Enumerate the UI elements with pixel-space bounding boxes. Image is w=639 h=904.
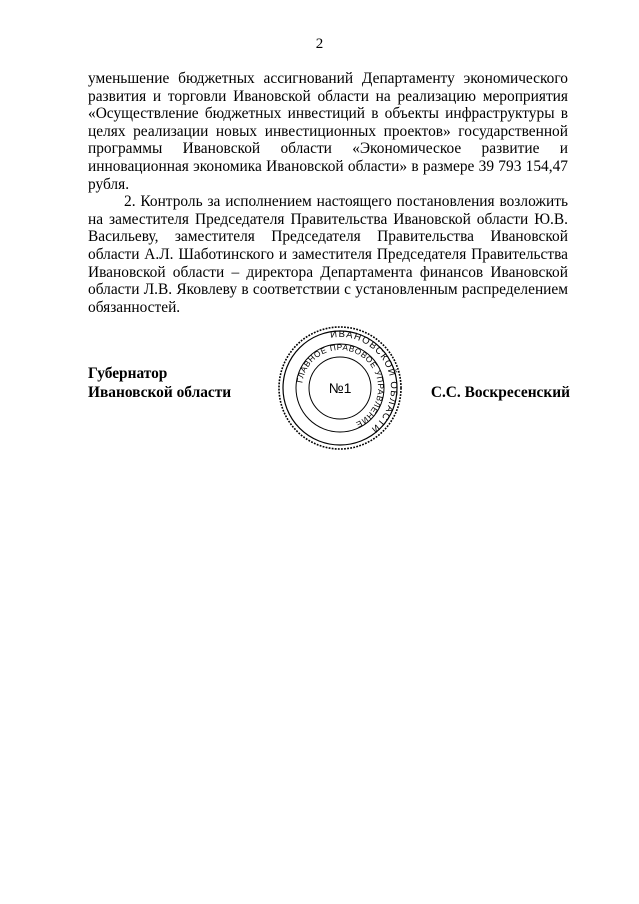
signatory-position-line1: Губернатор	[88, 365, 168, 382]
paragraph-2: 2. Контроль за исполнением настоящего постановления возложить на заместителя Председателя Правительства Ивановской области Ю.В. Васильеву, заместителя Председателя Правительства Ивановской области А.Л. Шаботинского и заместителя Председателя Правительства Ивановской области – директора Департамента финансов Ивановской области Л.В. Яковлеву в соответствии с установленным распределением обязанностей.	[88, 193, 568, 316]
document-body	[88, 70, 568, 316]
page-number: 2	[315, 36, 324, 52]
paragraph-1: уменьшение бюджетных ассигнований Департаменту экономического развития и торговли Ивановской области на реализацию мероприятия «Осуществление бюджетных инвестиций в объекты инфраструктуры в целях реализации новых инвестиционных проектов» государственной программы Ивановской области «Экономическое развитие и инновационная экономика Ивановской области» в размере 39 793 154,47 рубля.	[88, 70, 568, 193]
seal-outer-textpath: ИВАНОВСКОЙ ОБЛАСТИ	[329, 328, 400, 436]
official-seal	[276, 324, 404, 452]
seal-center-number: №1	[328, 380, 352, 396]
seal-inner-textpath: ГЛАВНОЕ ПРАВОВОЕ УПРАВЛЕНИЕ	[295, 342, 386, 430]
signatory-position	[88, 364, 231, 402]
signatory-name: С.С. Воскресенский	[430, 384, 570, 401]
signatory-position-line2: Ивановской области	[88, 384, 232, 401]
